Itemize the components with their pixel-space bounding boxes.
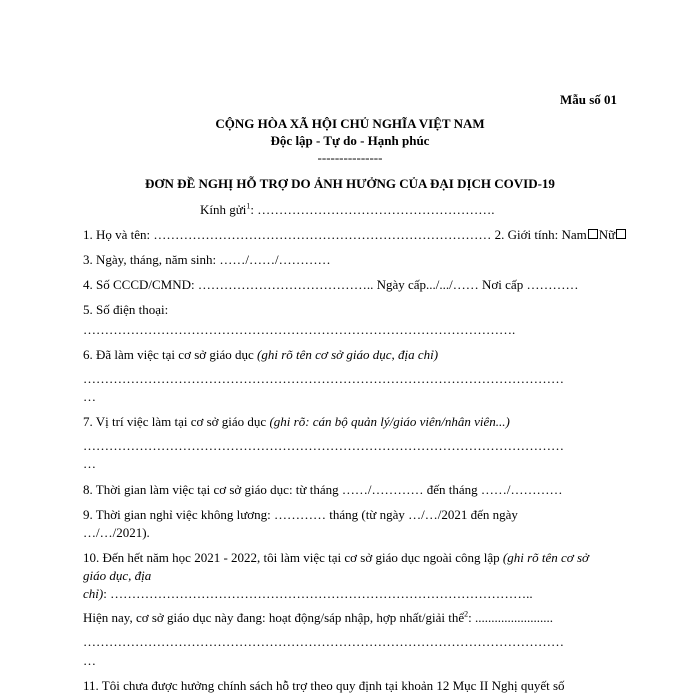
field-private-school-hint-3: chỉ) (83, 586, 104, 601)
field-position-blank[interactable]: ………………………………………………………………………………………………… (83, 438, 564, 453)
field-school-status-dots[interactable]: ………………………………………………………………………………………………… (83, 634, 564, 649)
field-school-status-blank[interactable]: : ........................ (468, 610, 554, 625)
field-name-label: 1. Họ và tên: …………………………………………………………………… 2. Giới tính: Nam (83, 227, 587, 242)
field-workplace-hint: (ghi rõ tên cơ sở giáo dục, địa chỉ) (257, 347, 439, 362)
recipient-blank[interactable]: : ………………………………………………. (250, 202, 495, 217)
field-position-hint: (ghi rõ: cán bộ quản lý/giáo viên/nhân viên...) (269, 414, 510, 429)
field-phone-blank[interactable]: ………………………………………………………………………………………. (83, 322, 516, 337)
field-work-period: 8. Thời gian làm việc tại cơ sở giáo dục: từ tháng ……/………… đến tháng ……/………… (83, 482, 563, 497)
footnote-2: 2 (464, 609, 469, 619)
checkbox-male[interactable] (588, 229, 598, 239)
field-position-tail: … (83, 456, 96, 471)
field-phone-label: 5. Số điện thoại: (83, 302, 169, 317)
field-position (83, 413, 510, 430)
field-workplace-tail: … (83, 389, 96, 404)
field-private-school-hint-1: (ghi rõ tên cơ sở (502, 550, 589, 565)
female-label: Nữ (598, 227, 616, 242)
form-title: ĐƠN ĐỀ NGHỊ HỖ TRỢ DO ẢNH HƯỞNG CỦA ĐẠI DỊCH COVID-19 (145, 176, 555, 191)
checkbox-female[interactable] (616, 229, 626, 239)
recipient-label: Kính gửi (200, 202, 247, 217)
field-school-status (83, 609, 553, 626)
field-unpaid-leave-line2: …/…/2021). (83, 525, 150, 540)
field-school-status-tail: … (83, 653, 96, 668)
field-private-school-hint-2: giáo dục, địa (83, 568, 152, 583)
header-separator: --------------- (317, 150, 383, 165)
field-support-policy: 11. Tôi chưa được hưởng chính sách hỗ trợ theo quy định tại khoản 12 Mục II Nghị quyết số (83, 678, 565, 693)
field-unpaid-leave-line1: 9. Thời gian nghỉ việc không lương: ………… tháng (từ ngày …/…/2021 đến ngày (83, 507, 518, 522)
national-motto: Độc lập - Tự do - Hạnh phúc (270, 133, 430, 148)
field-workplace-blank[interactable]: ………………………………………………………………………………………………… (83, 371, 564, 386)
field-position-label: 7. Vị trí việc làm tại cơ sở giáo dục (83, 414, 270, 429)
recipient-line (200, 201, 495, 218)
field-private-school-line1 (83, 549, 589, 566)
field-workplace (83, 346, 438, 363)
field-private-school-blank[interactable]: : …………………………………………………………………………………….. (103, 586, 533, 601)
field-name-gender (83, 226, 627, 243)
field-dob: 3. Ngày, tháng, năm sinh: ……/……/………… (83, 252, 331, 267)
field-private-school-label: 10. Đến hết năm học 2021 - 2022, tôi làm việc tại cơ sở giáo dục ngoài công lập (83, 550, 503, 565)
field-id-card: 4. Số CCCD/CMND: ………………………………….. Ngày cấp.../.../…… Nơi cấp ………… (83, 277, 579, 292)
field-school-status-label: Hiện nay, cơ sở giáo dục này đang: hoạt động/sáp nhập, hợp nhất/giải thể (83, 610, 465, 625)
footnote-1: 1 (246, 201, 251, 211)
country-name: CỘNG HÒA XÃ HỘI CHỦ NGHĨA VIỆT NAM (215, 116, 485, 131)
field-workplace-label: 6. Đã làm việc tại cơ sở giáo dục (83, 347, 258, 362)
form-number: Mẫu số 01 (560, 92, 618, 107)
field-private-school-line3 (83, 585, 533, 602)
